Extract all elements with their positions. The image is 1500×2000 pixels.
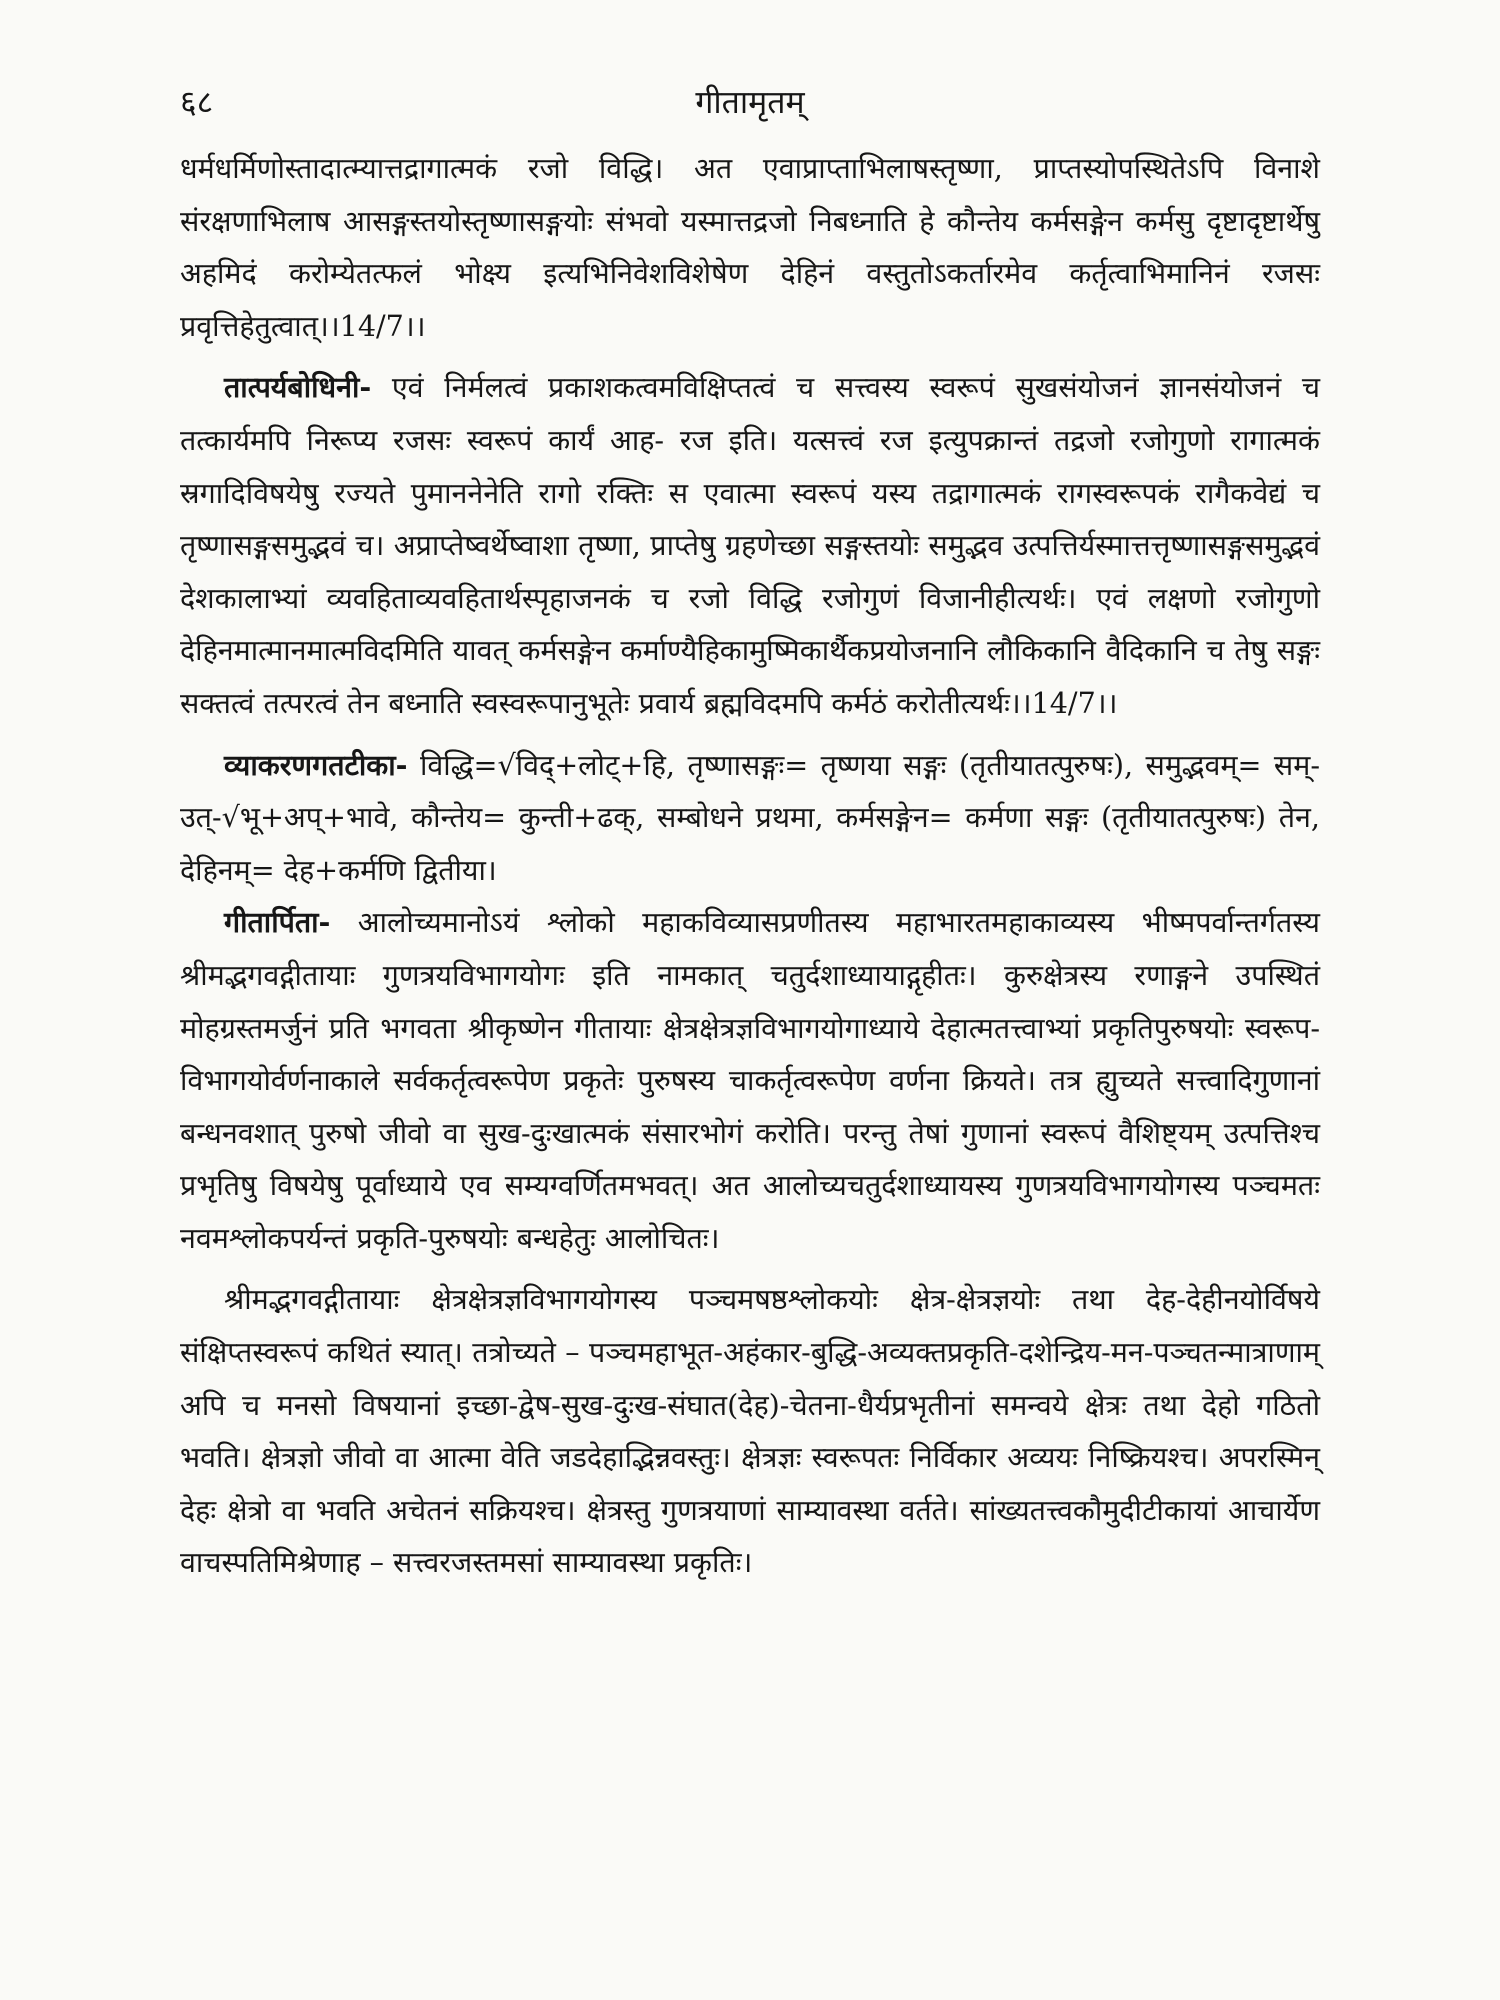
paragraph-vyakarana (180, 739, 1320, 897)
paragraph-kshetra (180, 1273, 1320, 1589)
paragraph-text: विद्धि=√विद्+लोट्+हि, तृष्णासङ्गः= तृष्णया सङ्गः (तृतीयातत्पुरुषः), समुद्भवम्= सम्-उत्-√भू+अप्+भावे, कौन्तेय= कुन्ती+ढक्, सम्बोधने प्रथमा, कर्मसङ्गेन= कर्मणा सङ्गः (तृतीयातत्पुरुषः) तेन, देहिनम्= देह+कर्मणि द्वितीया। (180, 747, 1320, 887)
paragraph-tatparyabodhini (180, 361, 1320, 729)
section-term: व्याकरणगतटीका- (224, 747, 408, 782)
running-title: गीतामृतम् (695, 83, 805, 121)
paragraph-gitarpita (180, 896, 1320, 1264)
page-number: ६८ (180, 83, 214, 121)
paragraph-commentary-continued (180, 142, 1320, 352)
paragraph-text: धर्मधर्मिणोस्तादात्म्यात्तद्रागात्मकं रजो विद्धि। अत एवाप्राप्ताभिलाषस्तृष्णा, प्राप्तस्योपस्थितेऽपि विनाशे संरक्षणाभिलाष आसङ्गस्तयोस्तृष्णासङ्गयोः संभवो यस्मात्तद्रजो निबध्नाति हे कौन्तेय कर्मसङ्गेन कर्मसु दृष्टादृष्टार्थेषु अहमिदं करोम्येतत्फलं भोक्ष्य इत्यभिनिवेशविशेषेण देहिनं वस्तुतोऽकर्तारमेव कर्तृत्वाभिमानिनं रजसः प्रवृत्तिहेतुत्वात्।।14/7।। (180, 151, 1320, 343)
page-header (180, 80, 1320, 142)
section-term: तात्पर्यबोधिनी- (224, 370, 372, 405)
section-term: गीतार्पिता- (224, 905, 331, 940)
page-body (180, 142, 1320, 1589)
paragraph-text: एवं निर्मलत्वं प्रकाशकत्वमविक्षिप्तत्वं च सत्त्वस्य स्वरूपं सुखसंयोजनं ज्ञानसंयोजनं च तत्कार्यमपि निरूप्य रजसः स्वरूपं कार्यं आह- रज इति। यत्सत्त्वं रज इत्युपक्रान्तं तद्रजो रजोगुणो रागात्मकं स्रगादिविषयेषु रज्यते पुमाननेनेति रागो रक्तिः स एवात्मा स्वरूपं यस्य तद्रागात्मकं रागस्वरूपकं रागैकवेद्यं च तृष्णासङ्गसमुद्भवं च। अप्राप्तेष्वर्थेष्वाशा तृष्णा, प्राप्तेषु ग्रहणेच्छा सङ्गस्तयोः समुद्भव उत्पत्तिर्यस्मात्तत्तृष्णासङ्गसमुद्भवं देशकालाभ्यां व्यवहिताव्यवहितार्थस्पृहाजनकं च रजो विद्धि रजोगुणं विजानीहीत्यर्थः। एवं लक्षणो रजोगुणो देहिनमात्मानमात्मविदमिति यावत् कर्मसङ्गेन कर्माण्यैहिकामुष्मिकार्थैकप्रयोजनानि लौकिकानि वैदिकानि च तेषु सङ्गः सक्तत्वं तत्परत्वं तेन बध्नाति स्वस्वरूपानुभूतेः प्रवार्य ब्रह्मविदमपि कर्मठं करोतीत्यर्थः।।14/7।। (180, 370, 1320, 720)
paragraph-text: श्रीमद्भगवद्गीतायाः क्षेत्रक्षेत्रज्ञविभागयोगस्य पञ्चमषष्ठश्लोकयोः क्षेत्र-क्षेत्रज्ञयोः तथा देह-देहीनयोर्विषये संक्षिप्तस्वरूपं कथितं स्यात्। तत्रोच्यते – पञ्चमहाभूत-अहंकार-बुद्धि-अव्यक्तप्रकृति-दशेन्द्रिय-मन-पञ्चतन्मात्राणाम् अपि च मनसो विषयानां इच्छा-द्वेष-सुख-दुःख-संघात(देह)-चेतना-धैर्यप्रभृतीनां समन्वये क्षेत्रः तथा देहो गठितो भवति। क्षेत्रज्ञो जीवो वा आत्मा वेति जडदेहाद्भिन्नवस्तुः। क्षेत्रज्ञः स्वरूपतः निर्विकार अव्ययः निष्क्रियश्च। अपरस्मिन् देहः क्षेत्रो वा भवति अचेतनं सक्रियश्च। क्षेत्रस्तु गुणत्रयाणां साम्यावस्था वर्तते। सांख्यतत्त्वकौमुदीटीकायां आचार्येण वाचस्पतिमिश्रेणाह – सत्त्वरजस्तमसां साम्यावस्था प्रकृतिः। (180, 1282, 1320, 1580)
paragraph-text: आलोच्यमानोऽयं श्लोको महाकविव्यासप्रणीतस्य महाभारतमहाकाव्यस्य भीष्मपर्वान्तर्गतस्य श्रीमद्भगवद्गीतायाः गुणत्रयविभागयोगः इति नामकात् चतुर्दशाध्यायाद्गृहीतः। कुरुक्षेत्रस्य रणाङ्गने उपस्थितं मोहग्रस्तमर्जुनं प्रति भगवता श्रीकृष्णेन गीतायाः क्षेत्रक्षेत्रज्ञविभागयोगाध्याये देहात्मतत्त्वाभ्यां प्रकृतिपुरुषयोः स्वरूप-विभागयोर्वर्णनाकाले सर्वकर्तृत्वरूपेण प्रकृतेः पुरुषस्य चाकर्तृत्वरूपेण वर्णना क्रियते। तत्र ह्युच्यते सत्त्वादिगुणानां बन्धनवशात् पुरुषो जीवो वा सुख-दुःखात्मकं संसारभोगं करोति। परन्तु तेषां गुणानां स्वरूपं वैशिष्ट्यम् उत्पत्तिश्च प्रभृतिषु विषयेषु पूर्वाध्याये एव सम्यग्वर्णितमभवत्। अत आलोच्यचतुर्दशाध्यायस्य गुणत्रयविभागयोगस्य पञ्चमतः नवमश्लोकपर्यन्तं प्रकृति-पुरुषयोः बन्धहेतुः आलोचितः। (180, 905, 1320, 1255)
